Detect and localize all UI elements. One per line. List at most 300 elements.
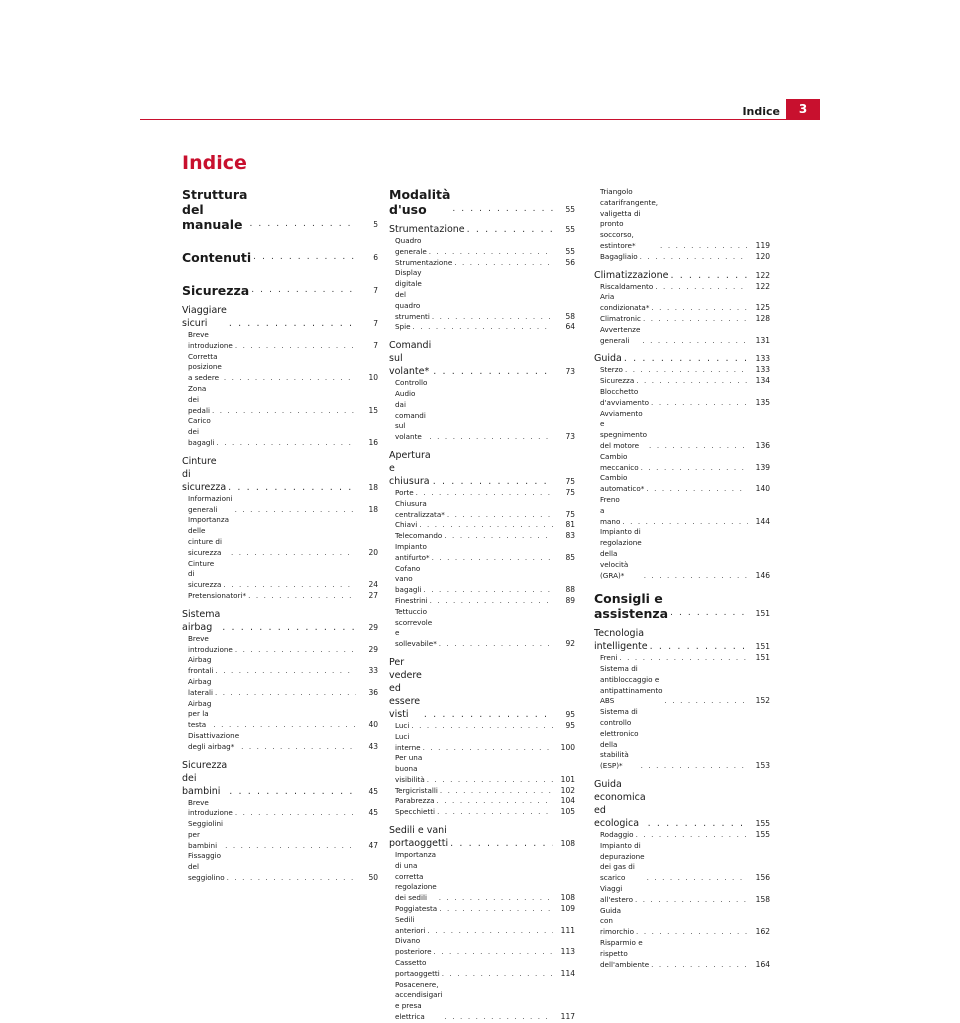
toc-entry-title: Fissaggio del seggiolino [188, 851, 225, 883]
toc-entry-page: 95 [565, 720, 575, 730]
page-title: Indice [182, 152, 247, 174]
toc-entry-title: Telecomando [395, 531, 443, 541]
toc-entry-title: Controllo Audio dai comandi sul volante [395, 378, 428, 442]
toc-entry-section[interactable] [594, 778, 770, 830]
toc-entry-item[interactable] [594, 884, 770, 906]
toc-leader-dots [437, 807, 553, 818]
toc-entry-section[interactable] [389, 656, 575, 721]
toc-entry-page: 144 [755, 516, 770, 526]
toc-entry-item[interactable] [389, 732, 575, 754]
toc-leader-dots [228, 481, 356, 494]
toc-entry-item[interactable] [389, 542, 575, 564]
toc-entry-item[interactable] [182, 731, 378, 753]
toc-entry-item[interactable] [389, 236, 575, 258]
toc-entry-page: 151 [755, 609, 770, 619]
toc-entry-item[interactable] [594, 830, 770, 841]
toc-leader-dots [231, 548, 356, 559]
toc-entry-page: 117 [560, 1012, 575, 1022]
toc-entry-page: 120 [755, 251, 770, 261]
toc-entry-page: 36 [368, 687, 378, 697]
toc-entry-page: 134 [755, 376, 770, 386]
toc-leader-dots [411, 721, 553, 732]
toc-entry-title: Bagagliaio [600, 251, 638, 261]
toc-entry-page: 100 [560, 742, 575, 752]
toc-entry-page: 75 [565, 487, 575, 497]
toc-entry-item[interactable] [594, 938, 770, 970]
toc-leader-dots [622, 517, 748, 528]
toc-entry-title: Posacenere, accendisigari e presa elettrica [395, 979, 443, 1022]
toc-entry-page: 109 [560, 904, 575, 914]
toc-entry-title: Impianto antifurto* [395, 541, 430, 562]
toc-leader-dots [649, 441, 748, 452]
toc-leader-dots [428, 926, 554, 937]
toc-entry-page: 95 [565, 709, 575, 719]
toc-entry-page: 151 [755, 642, 770, 652]
toc-leader-dots [437, 796, 553, 807]
toc-leader-dots [222, 621, 356, 634]
toc-entry-page: 108 [560, 893, 575, 903]
toc-entry-major[interactable] [594, 591, 770, 621]
toc-leader-dots [429, 432, 553, 443]
toc-entry-title: Informazioni generali [188, 493, 233, 514]
toc-column-1 [182, 187, 378, 884]
toc-entry-page: 164 [755, 959, 770, 969]
toc-entry-item[interactable] [389, 499, 575, 521]
toc-entry-page: 153 [755, 761, 770, 771]
toc-entry-page: 104 [560, 796, 575, 806]
toc-entry-page: 33 [368, 666, 378, 676]
toc-leader-dots [253, 250, 356, 265]
toc-entry-page: 7 [373, 319, 378, 328]
toc-entry-item[interactable] [182, 634, 378, 656]
toc-leader-dots [647, 873, 748, 884]
toc-entry-title: Comandi sul volante* [389, 340, 432, 378]
toc-entry-title: Cassetto portaoggetti [395, 958, 440, 978]
toc-entry-major[interactable] [182, 187, 378, 232]
toc-entry-page: 18 [368, 504, 378, 514]
toc-leader-dots [636, 927, 748, 938]
toc-entry-page: 139 [755, 462, 770, 472]
toc-entry-page: 6 [373, 253, 378, 262]
toc-entry-page: 122 [755, 281, 770, 291]
toc-entry-section[interactable] [389, 339, 575, 378]
toc-leader-dots [251, 283, 356, 298]
toc-entry-item[interactable] [389, 378, 575, 443]
toc-leader-dots [655, 282, 748, 293]
toc-entry-title: Cinture di sicurezza [188, 558, 222, 590]
toc-entry-title: Impianto di regolazione della velocità (GRA)* [600, 527, 642, 580]
toc-entry-page: 88 [565, 585, 575, 595]
toc-entry-item[interactable] [182, 559, 378, 591]
toc-entry-item[interactable] [594, 495, 770, 527]
toc-entry-page: 162 [755, 927, 770, 937]
toc-leader-dots [651, 960, 748, 971]
toc-entry-item[interactable] [594, 473, 770, 495]
toc-entry-item[interactable] [594, 409, 770, 452]
toc-leader-dots [641, 761, 748, 772]
toc-entry-item[interactable] [594, 527, 770, 581]
toc-entry-title: Airbag frontali [188, 655, 214, 676]
toc-leader-dots [670, 269, 748, 282]
toc-entry-page: 128 [755, 313, 770, 323]
toc-entry-title: Freno a mano [600, 494, 621, 526]
toc-entry-item[interactable] [389, 936, 575, 958]
toc-entry-major[interactable] [182, 283, 378, 298]
toc-leader-dots [651, 398, 748, 409]
toc-entry-title: Guida [594, 353, 622, 365]
toc-entry-section[interactable] [594, 352, 770, 365]
toc-leader-dots [216, 438, 356, 449]
toc-leader-dots [432, 553, 553, 564]
toc-entry-page: 102 [560, 785, 575, 795]
toc-entry-title: Modalità d'uso [389, 187, 451, 217]
toc-entry-title: Risparmio e rispetto dell'ambiente [600, 938, 650, 969]
toc-leader-dots [235, 505, 356, 516]
toc-entry-item[interactable] [594, 314, 770, 325]
toc-leader-dots [433, 475, 553, 488]
toc-entry-title: Climatizzazione [594, 269, 669, 281]
toc-entry-page: 20 [368, 547, 378, 557]
toc-leader-dots [640, 252, 748, 263]
running-header-title: Indice [742, 105, 780, 118]
toc-entry-title: Viaggiare sicuri [182, 305, 227, 329]
toc-entry-item[interactable] [594, 282, 770, 293]
toc-leader-dots [427, 775, 553, 786]
toc-entry-item[interactable] [182, 591, 378, 602]
toc-entry-title: Luci [395, 720, 410, 730]
toc-entry-page: 158 [755, 894, 770, 904]
toc-entry-page: 140 [755, 484, 770, 494]
toc-entry-page: 89 [565, 595, 575, 605]
toc-entry-item[interactable] [594, 653, 770, 664]
toc-leader-dots [430, 596, 553, 607]
toc-leader-dots [216, 666, 357, 677]
toc-entry-item[interactable] [594, 664, 770, 707]
toc-entry-item[interactable] [182, 819, 378, 851]
toc-leader-dots [450, 837, 553, 850]
toc-entry-item[interactable] [389, 268, 575, 322]
toc-entry-section[interactable] [389, 223, 575, 236]
toc-entry-page: 56 [565, 257, 575, 267]
toc-entry-major[interactable] [389, 187, 575, 217]
toc-entry-title: Avviamento e spegnimento del motore [600, 408, 648, 450]
toc-entry-title: Aria condizionata* [600, 292, 650, 313]
toc-leader-dots [646, 484, 748, 495]
toc-entry-title: Sedili anteriori [395, 914, 426, 935]
toc-entry-item[interactable] [182, 330, 378, 352]
toc-entry-item[interactable] [389, 531, 575, 542]
toc-leader-dots [447, 510, 553, 521]
toc-entry-page: 111 [560, 925, 575, 935]
toc-leader-dots [212, 406, 356, 417]
toc-entry-item[interactable] [182, 655, 378, 677]
toc-entry-title: Airbag per la testa [188, 698, 212, 730]
toc-entry-item[interactable] [182, 416, 378, 448]
toc-entry-item[interactable] [594, 906, 770, 938]
toc-entry-title: Cambio automatico* [600, 473, 645, 494]
toc-leader-dots [250, 217, 357, 232]
toc-leader-dots [224, 373, 356, 384]
toc-entry-title: Cambio meccanico [600, 451, 639, 472]
toc-entry-title: Sicurezza [600, 376, 635, 386]
toc-leader-dots [651, 303, 748, 314]
toc-entry-title: Apertura e chiusura [389, 449, 431, 487]
toc-entry-page: 85 [565, 552, 575, 562]
toc-entry-page: 50 [368, 873, 378, 883]
toc-entry-title: Spie [395, 322, 411, 332]
toc-entry-title: Struttura del manuale [182, 187, 248, 232]
toc-entry-page: 24 [368, 580, 378, 590]
toc-leader-dots [644, 571, 748, 582]
toc-entry-section[interactable] [389, 824, 575, 850]
toc-entry-page: 105 [560, 807, 575, 817]
toc-entry-item[interactable] [389, 850, 575, 904]
toc-leader-dots [444, 531, 553, 542]
toc-entry-page: 7 [373, 286, 378, 295]
toc-entry-item[interactable] [389, 322, 575, 333]
toc-leader-dots [648, 817, 748, 830]
toc-leader-dots [215, 688, 356, 699]
toc-entry-title: Breve introduzione [188, 330, 233, 350]
toc-entry-title: Guida economica ed ecologica [594, 779, 646, 830]
toc-entry-page: 29 [368, 622, 378, 632]
toc-entry-title: Corretta posizione a sedere [188, 351, 222, 383]
toc-column-2 [389, 187, 575, 1023]
toc-entry-title: Sedili e vani portaoggetti [389, 825, 449, 850]
toc-leader-dots [670, 606, 748, 621]
toc-leader-dots [439, 639, 553, 650]
toc-entry-title: Strumentazione [389, 224, 465, 235]
toc-leader-dots [445, 1012, 553, 1023]
toc-entry-page: 5 [373, 220, 378, 229]
toc-leader-dots [636, 830, 748, 841]
toc-leader-dots [419, 520, 553, 531]
toc-entry-title: Pretensionatori* [188, 590, 247, 600]
toc-entry-title: Parabrezza [395, 796, 435, 806]
toc-leader-dots [432, 312, 553, 323]
toc-entry-title: Avvertenze generali [600, 324, 641, 345]
toc-entry-page: 10 [368, 373, 378, 383]
toc-leader-dots [227, 873, 356, 884]
toc-entry-title: Per vedere ed essere visti [389, 656, 422, 720]
toc-entry-title: Quadro generale [395, 236, 427, 256]
toc-leader-dots [424, 585, 554, 596]
toc-entry-page: 122 [755, 270, 770, 280]
toc-leader-dots [643, 314, 748, 325]
toc-leader-dots [665, 696, 748, 707]
toc-entry-page: 45 [368, 786, 378, 796]
toc-entry-page: 64 [565, 322, 575, 332]
toc-entry-section[interactable] [594, 627, 770, 653]
toc-entry-title: Chiavi [395, 520, 418, 530]
toc-entry-page: 133 [755, 354, 770, 364]
toc-entry-item[interactable] [182, 494, 378, 516]
toc-entry-page: 75 [565, 476, 575, 486]
toc-entry-section[interactable] [182, 304, 378, 330]
toc-entry-title: Cinture di sicurezza [182, 455, 227, 493]
toc-entry-section[interactable] [182, 759, 378, 798]
toc-entry-page: 119 [755, 240, 770, 250]
toc-entry-item[interactable] [389, 564, 575, 596]
toc-entry-item[interactable] [389, 915, 575, 937]
toc-entry-page: 83 [565, 531, 575, 541]
toc-entry-section[interactable] [594, 269, 770, 282]
toc-entry-title: Sterzo [600, 365, 623, 375]
toc-entry-item[interactable] [594, 841, 770, 884]
toc-entry-page: 58 [565, 311, 575, 321]
toc-entry-item[interactable] [389, 258, 575, 269]
toc-leader-dots [225, 841, 356, 852]
toc-entry-page: 45 [368, 808, 378, 818]
toc-entry-page: 151 [755, 653, 770, 663]
toc-entry-title: Triangolo catarifrangente, valigetta di pronto soccorso, estintore* [600, 187, 659, 250]
toc-entry-section[interactable] [182, 455, 378, 494]
toc-entry-page: 47 [368, 840, 378, 850]
toc-leader-dots [235, 808, 356, 819]
toc-entry-title: Freni [600, 653, 618, 663]
toc-leader-dots [452, 202, 553, 217]
toc-leader-dots [413, 322, 553, 333]
toc-entry-page: 131 [755, 335, 770, 345]
toc-entry-page: 55 [565, 225, 575, 234]
toc-entry-title: Poggiatesta [395, 904, 438, 914]
toc-entry-item[interactable] [389, 596, 575, 607]
toc-entry-title: Carico dei bagagli [188, 416, 215, 447]
toc-entry-item[interactable] [389, 796, 575, 807]
toc-entry-title: Cofano vano bagagli [395, 563, 422, 595]
toc-entry-title: Tergicristalli [395, 785, 438, 795]
toc-entry-item[interactable] [389, 958, 575, 980]
toc-leader-dots [439, 893, 553, 904]
toc-entry-title: Chiusura centralizzata* [395, 498, 445, 519]
toc-entry-section[interactable] [182, 608, 378, 634]
toc-entry-page: 27 [368, 590, 378, 600]
toc-entry-page: 125 [755, 303, 770, 313]
toc-entry-title: Importanza di una corretta regolazione dei sedili [395, 850, 437, 903]
toc-entry-title: Airbag laterali [188, 676, 213, 697]
toc-entry-page: 156 [755, 873, 770, 883]
toc-entry-page: 81 [565, 520, 575, 530]
toc-entry-title: Breve introduzione [188, 797, 233, 818]
toc-entry-item[interactable] [182, 352, 378, 384]
toc-leader-dots [223, 580, 356, 591]
toc-leader-dots [433, 365, 553, 378]
toc-leader-dots [439, 904, 553, 915]
page-number-badge: 3 [786, 99, 820, 119]
toc-entry-title: Strumentazione [395, 257, 453, 267]
toc-entry-title: Guida con rimorchio [600, 905, 635, 937]
toc-entry-page: 155 [755, 830, 770, 840]
toc-entry-item[interactable] [389, 904, 575, 915]
toc-entry-item[interactable] [389, 607, 575, 650]
toc-entry-title: Contenuti [182, 250, 252, 265]
toc-entry-page: 55 [565, 205, 575, 214]
toc-entry-page: 40 [368, 720, 378, 730]
toc-entry-item[interactable] [594, 452, 770, 474]
toc-entry-item[interactable] [389, 520, 575, 531]
toc-leader-dots [625, 365, 748, 376]
toc-entry-page: 7 [373, 340, 378, 350]
toc-entry-section[interactable] [389, 449, 575, 488]
toc-entry-page: 15 [368, 405, 378, 415]
toc-entry-item[interactable] [182, 677, 378, 699]
toc-entry-page: 43 [368, 741, 378, 751]
toc-entry-page: 18 [368, 482, 378, 492]
toc-entry-item[interactable] [182, 699, 378, 731]
toc-entry-title: Zona dei pedali [188, 383, 210, 415]
toc-leader-dots [416, 488, 553, 499]
toc-entry-item[interactable] [182, 798, 378, 820]
toc-leader-dots [229, 317, 356, 330]
header-divider [140, 119, 820, 120]
toc-entry-title: Display digitale del quadro strumenti [395, 268, 430, 321]
toc-entry-item[interactable] [182, 515, 378, 558]
toc-leader-dots [229, 785, 356, 798]
toc-entry-page: 108 [560, 839, 575, 849]
toc-entry-title: Impianto di depurazione dei gas di scarico [600, 840, 645, 883]
toc-entry-item[interactable] [182, 851, 378, 883]
toc-entry-item[interactable] [389, 488, 575, 499]
toc-entry-page: 16 [368, 437, 378, 447]
toc-leader-dots [424, 708, 553, 721]
toc-entry-item[interactable] [389, 753, 575, 785]
toc-entry-title: Riscaldamento [600, 281, 654, 291]
toc-entry-page: 73 [565, 367, 575, 377]
toc-leader-dots [213, 720, 356, 731]
toc-leader-dots [642, 336, 748, 347]
toc-leader-dots [235, 645, 356, 656]
toc-leader-dots [423, 743, 553, 754]
toc-entry-title: Tecnologia intelligente [594, 628, 648, 653]
toc-entry-title: Disattivazione degli airbag* [188, 730, 240, 751]
toc-entry-title: Sicurezza dei bambini [182, 759, 228, 797]
toc-entry-major[interactable] [182, 250, 378, 265]
toc-entry-item[interactable] [594, 365, 770, 376]
toc-leader-dots [624, 352, 748, 365]
toc-entry-page: 55 [565, 246, 575, 256]
toc-entry-item[interactable] [594, 707, 770, 772]
toc-entry-title: Divano posteriore [395, 936, 432, 957]
toc-entry-page: 135 [755, 397, 770, 407]
toc-leader-dots [636, 376, 748, 387]
toc-entry-item[interactable] [182, 384, 378, 416]
toc-entry-title: Consigli e assistenza [594, 591, 669, 622]
toc-entry-item[interactable] [594, 187, 770, 252]
toc-entry-item[interactable] [594, 376, 770, 387]
toc-entry-title: Seggiolini per bambini [188, 819, 224, 850]
toc-entry-item[interactable] [594, 252, 770, 263]
toc-entry-title: Breve introduzione [188, 633, 233, 654]
toc-entry-item[interactable] [389, 721, 575, 732]
toc-entry-title: Rodaggio [600, 830, 634, 840]
toc-entry-item[interactable] [594, 292, 770, 314]
toc-leader-dots [650, 640, 748, 653]
toc-entry-page: 114 [560, 968, 575, 978]
toc-entry-page: 113 [560, 947, 575, 957]
toc-entry-title: Per una buona visibilità [395, 753, 425, 784]
toc-entry-item[interactable] [389, 807, 575, 818]
toc-entry-item[interactable] [594, 387, 770, 409]
toc-entry-title: Importanza delle cinture di sicurezza [188, 515, 229, 557]
toc-entry-item[interactable] [389, 786, 575, 797]
toc-entry-title: Viaggi all'estero [600, 884, 633, 904]
toc-entry-item[interactable] [594, 325, 770, 347]
toc-entry-item[interactable] [389, 980, 575, 1023]
toc-entry-page: 101 [560, 774, 575, 784]
toc-entry-page: 133 [755, 365, 770, 375]
toc-column-3 [594, 187, 770, 970]
toc-entry-title: Luci interne [395, 731, 421, 752]
